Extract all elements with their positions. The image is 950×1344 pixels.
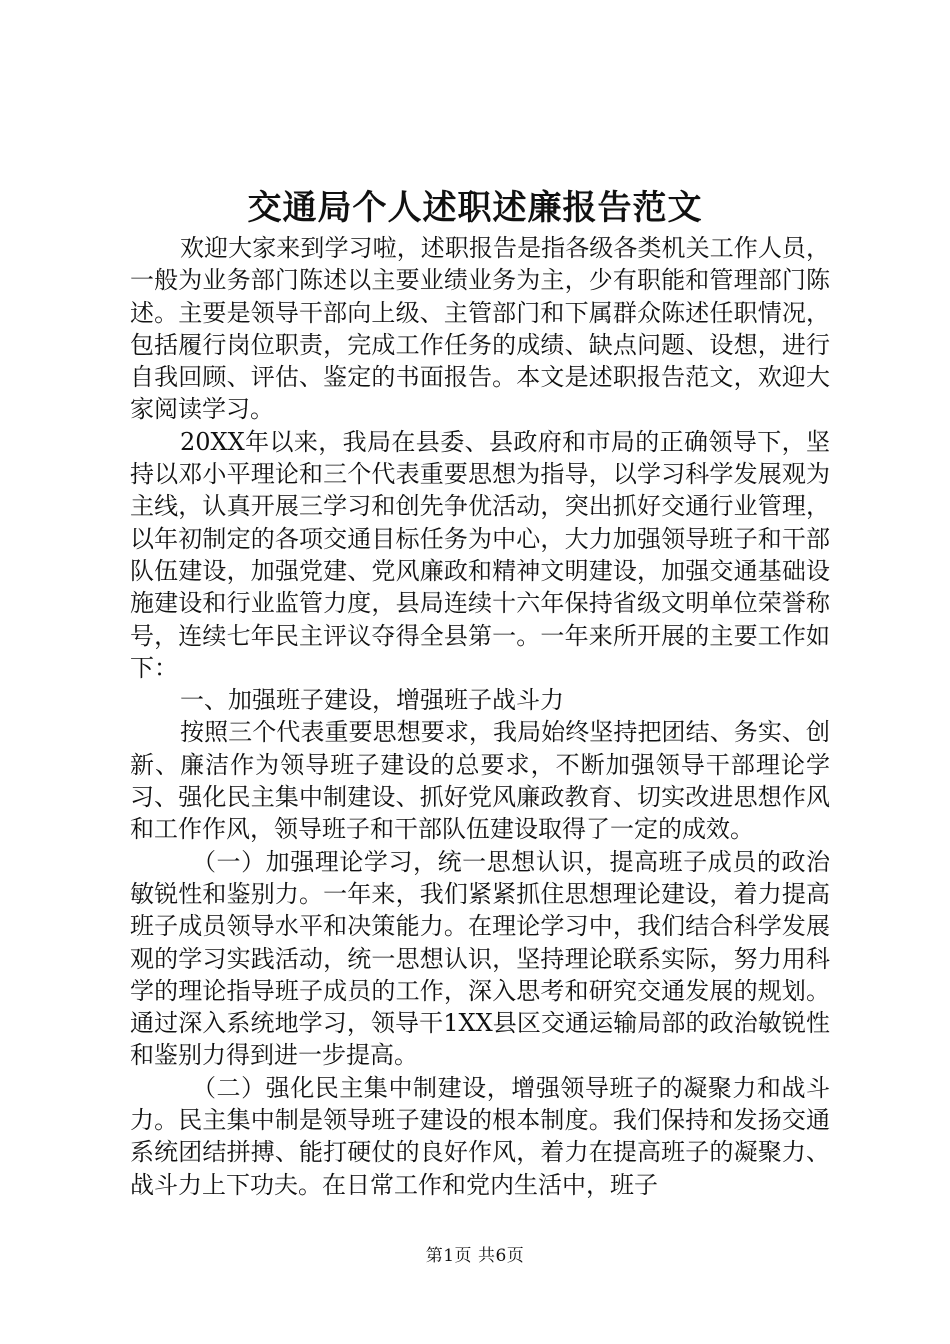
- paragraph-subsection-1: （一）加强理论学习，统一思想认识，提高班子成员的政治敏锐性和鉴别力。一年来，我们紧紧抓住思想理论建设，着力提高班子成员领导水平和决策能力。在理论学习中，我们结合科学发展观的学习实践活动，统一思想认识，坚持理论联系实际，努力用科学的理论指导班子成员的工作，深入思考和研究交通发展的规划。通过深入系统地学习，领导干1XX县区交通运输局部的政治敏锐性和鉴别力得到进一步提高。: [130, 847, 830, 1070]
- paragraph-intro: 欢迎大家来到学习啦，述职报告是指各级各类机关工作人员，一般为业务部门陈述以主要业绩业务为主，少有职能和管理部门陈述。主要是领导干部向上级、主管部门和下属群众陈述任职情况，包括履行岗位职责，完成工作任务的成绩、缺点问题、设想，进行自我回顾、评估、鉴定的书面报告。本文是述职报告范文，欢迎大家阅读学习。: [130, 234, 830, 424]
- section-heading-1: 一、加强班子建设，增强班子战斗力: [180, 686, 564, 715]
- paragraph-section-1: 按照三个代表重要思想要求，我局始终坚持把团结、务实、创新、廉洁作为领导班子建设的总要求，不断加强领导干部理论学习、强化民主集中制建设、抓好党风廉政教育、切实改进思想作风和工作作风，领导班子和干部队伍建设取得了一定的成效。: [130, 718, 830, 844]
- paragraph-overview: 20XX年以来，我局在县委、县政府和市局的正确领导下，坚持以邓小平理论和三个代表重要思想为指导，以学习科学发展观为主线，认真开展三学习和创先争优活动，突出抓好交通行业管理，以年初制定的各项交通目标任务为中心，大力加强领导班子和干部队伍建设，加强党建、党风廉政和精神文明建设，加强交通基础设施建设和行业监管力度，县局连续十六年保持省级文明单位荣誉称号，连续七年民主评议夺得全县第一。一年来所开展的主要工作如下：: [130, 427, 830, 682]
- document-body: [130, 232, 830, 1201]
- document-title: 交通局个人述职述廉报告范文: [247, 188, 703, 228]
- paragraph-subsection-2: （二）强化民主集中制建设，增强领导班子的凝聚力和战斗力。民主集中制是领导班子建设的根本制度。我们保持和发扬交通系统团结拼搏、能打硬仗的良好作风，着力在提高班子的凝聚力、战斗力上下功夫。在日常工作和党内生活中，班子: [130, 1073, 830, 1199]
- page-footer: 第1页 共6页: [425, 1246, 525, 1266]
